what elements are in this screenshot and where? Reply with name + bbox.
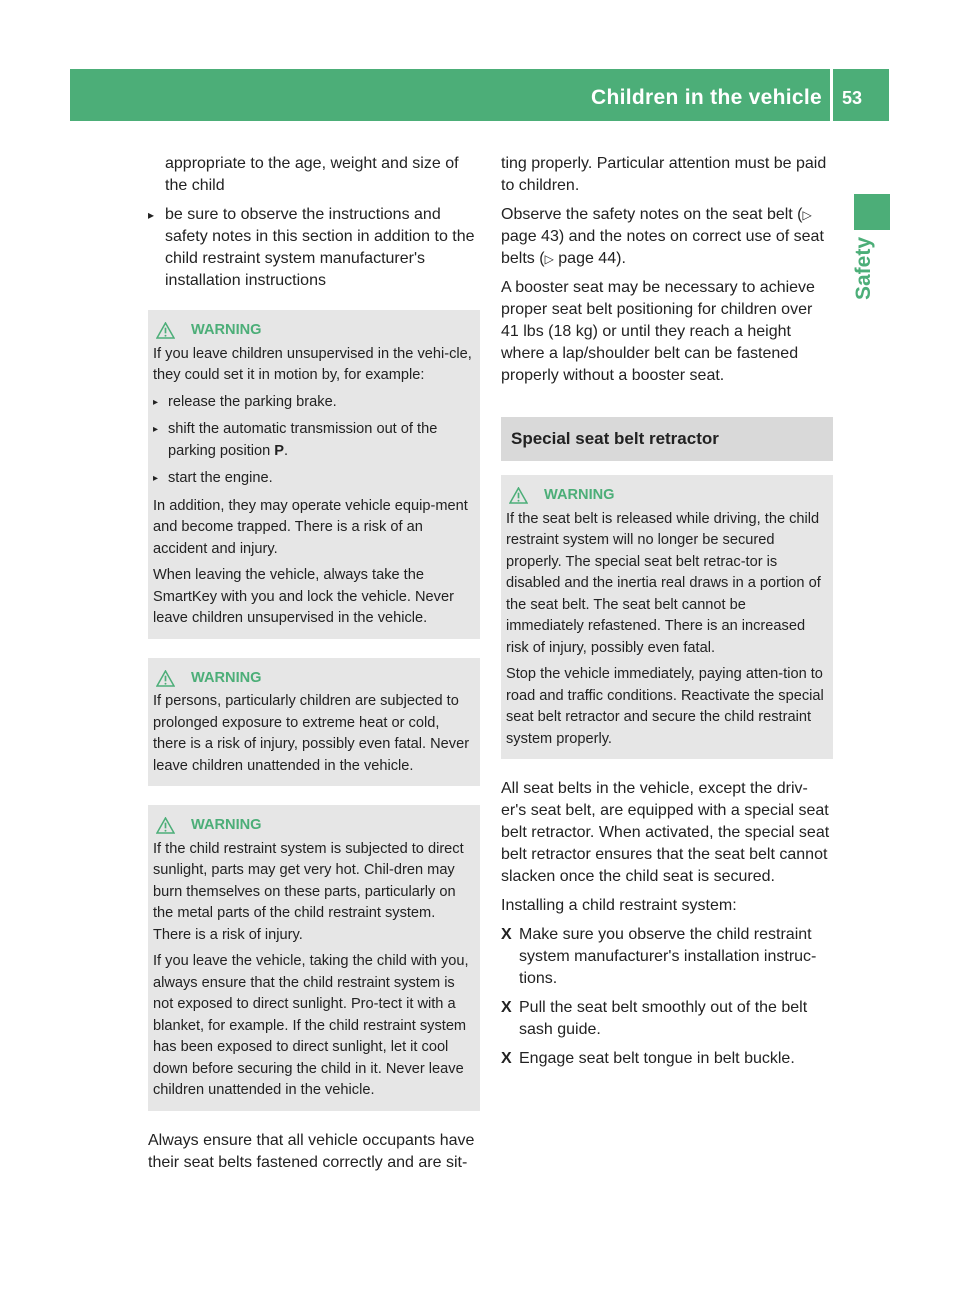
page-reference-link[interactable]: page 43 — [501, 228, 559, 245]
step-text: Pull the seat belt smoothly out of the belt sash guide. — [519, 999, 808, 1038]
warning-text: In addition, they may operate vehicle equip-ment and become trapped. There is a risk of an accident and injury. — [153, 497, 468, 557]
warning-heading — [156, 815, 474, 837]
step-marker-icon: X — [501, 999, 512, 1016]
closing-paragraph: Always ensure that all vehicle occupants have their seat belts fastened correctly and are sit- — [148, 1131, 475, 1171]
warning-bullet — [153, 419, 474, 462]
instruction-step — [501, 997, 833, 1041]
warning-text: Stop the vehicle immediately, paying atten-tion to road and traffic conditions. Reactivate the special seat belt retractor and secure the child restraint system properly. — [506, 666, 824, 747]
warning-triangle-icon — [156, 817, 175, 834]
warning-box — [148, 805, 480, 1111]
paragraph: Installing a child restraint system: — [501, 897, 737, 914]
instruction-step — [501, 924, 833, 990]
warning-text: When leaving the vehicle, always take the SmartKey with you and lock the vehicle. Never leave children unsupervised in the vehicle. — [153, 567, 454, 626]
paragraph: All seat belts in the vehicle, except the driv-er's seat belt, are equipped with a special seat belt retractor. When activated, the special seat belt retractor ensures that the seat belt cannot slacken once the child seat is secured. — [501, 780, 830, 885]
warning-title: WARNING — [191, 322, 262, 338]
warning-triangle-icon — [156, 670, 175, 687]
warning-title: WARNING — [191, 669, 262, 686]
warning-text: If the child restraint system is subjected to direct sunlight, parts may get very hot. Chil-dren may burn themselves on these parts, particularly on the metal parts of the child restraint system. There is a risk of injury. — [153, 840, 464, 943]
warning-box — [501, 475, 833, 759]
step-text: Make sure you observe the child restraint system manufacturer's installation instruc-tions. — [519, 926, 817, 987]
bullet-text-end: . — [284, 442, 289, 459]
paragraph-text: ). — [616, 250, 626, 267]
instruction-step — [501, 1048, 833, 1070]
step-text: Engage seat belt tongue in belt buckle. — [519, 1050, 795, 1067]
warning-box — [148, 310, 480, 639]
bullet-text: start the engine. — [168, 470, 273, 486]
bullet-text: shift the automatic transmission out of the parking position — [168, 421, 438, 459]
warning-title: WARNING — [544, 487, 615, 503]
bullet-text: release the parking brake. — [168, 393, 337, 410]
paragraph-with-refs: Observe the safety notes on the seat belt (▷ page 43) and the notes on correct use of seat belts (▷ page 44). — [501, 206, 824, 267]
page-reference-link[interactable]: page 44 — [558, 250, 617, 267]
warning-triangle-icon — [509, 487, 528, 504]
bullet-continuation: appropriate to the age, weight and size of the child — [165, 155, 459, 194]
warning-bullet — [153, 468, 474, 490]
left-column — [148, 153, 480, 1181]
right-column — [501, 153, 833, 1077]
paragraph-text: ) and the notes on correct use of seat belts ( — [501, 228, 824, 267]
warning-text: If you leave children unsupervised in the vehi-cle, they could set it in motion by, for example: — [153, 345, 472, 383]
paragraph: ting properly. Particular attention must be paid to children. — [501, 155, 827, 194]
page-ref-arrow-icon: ▷ — [544, 252, 554, 266]
page-title: Children in the vehicle — [591, 86, 822, 109]
warning-title: WARNING — [191, 817, 262, 833]
header-divider — [830, 69, 833, 121]
gear-position-label: P — [274, 442, 285, 459]
page-ref-arrow-icon: ▷ — [802, 208, 812, 222]
warning-box — [148, 658, 480, 787]
bullet-item — [148, 204, 480, 292]
paragraph: A booster seat may be necessary to achieve proper seat belt positioning for children over 41 lbs (18 kg) or until they reach a height where a lap/shoulder belt can be fastened properly without a booster seat. — [501, 279, 815, 384]
warning-text: If you leave the vehicle, taking the child with you, always ensure that the child restraint system is not exposed to direct sunlight. Pro-tect it with a blanket, for example. If the child restraint system has been exposed to direct sunlight, let it cool down before securing the child in it. Never leave children unattended in the vehicle. — [153, 953, 469, 1098]
step-marker-icon: X — [501, 1050, 512, 1067]
warning-heading — [509, 485, 827, 507]
warning-heading — [156, 320, 474, 342]
paragraph-text: Observe the safety notes on the seat belt — [501, 206, 793, 223]
warning-heading — [156, 668, 474, 690]
warning-text: If persons, particularly children are subjected to prolonged exposure to extreme heat or cold, there is a risk of injury, possibly even fatal. Never leave children unattended in the vehicle. — [153, 693, 470, 774]
warning-text: If the seat belt is released while driving, the child restraint system will no longer be secured properly. The special seat belt retrac-tor is disabled and the inertia real draws in a portion of the seat belt. The seat belt cannot be immediately refastened. There is an increased risk of injury, possibly even fatal. — [506, 510, 821, 656]
section-tab-marker — [854, 194, 890, 230]
warning-triangle-icon — [156, 322, 175, 339]
section-side-label: Safety — [852, 236, 875, 300]
warning-bullet — [153, 392, 474, 414]
bullet-text: be sure to observe the instructions and safety notes in this section in addition to the child restraint system manufacturer's installation instructions — [165, 206, 475, 289]
step-marker-icon: X — [501, 926, 512, 943]
section-heading: Special seat belt retractor — [501, 417, 833, 461]
page-number: 53 — [842, 88, 863, 108]
